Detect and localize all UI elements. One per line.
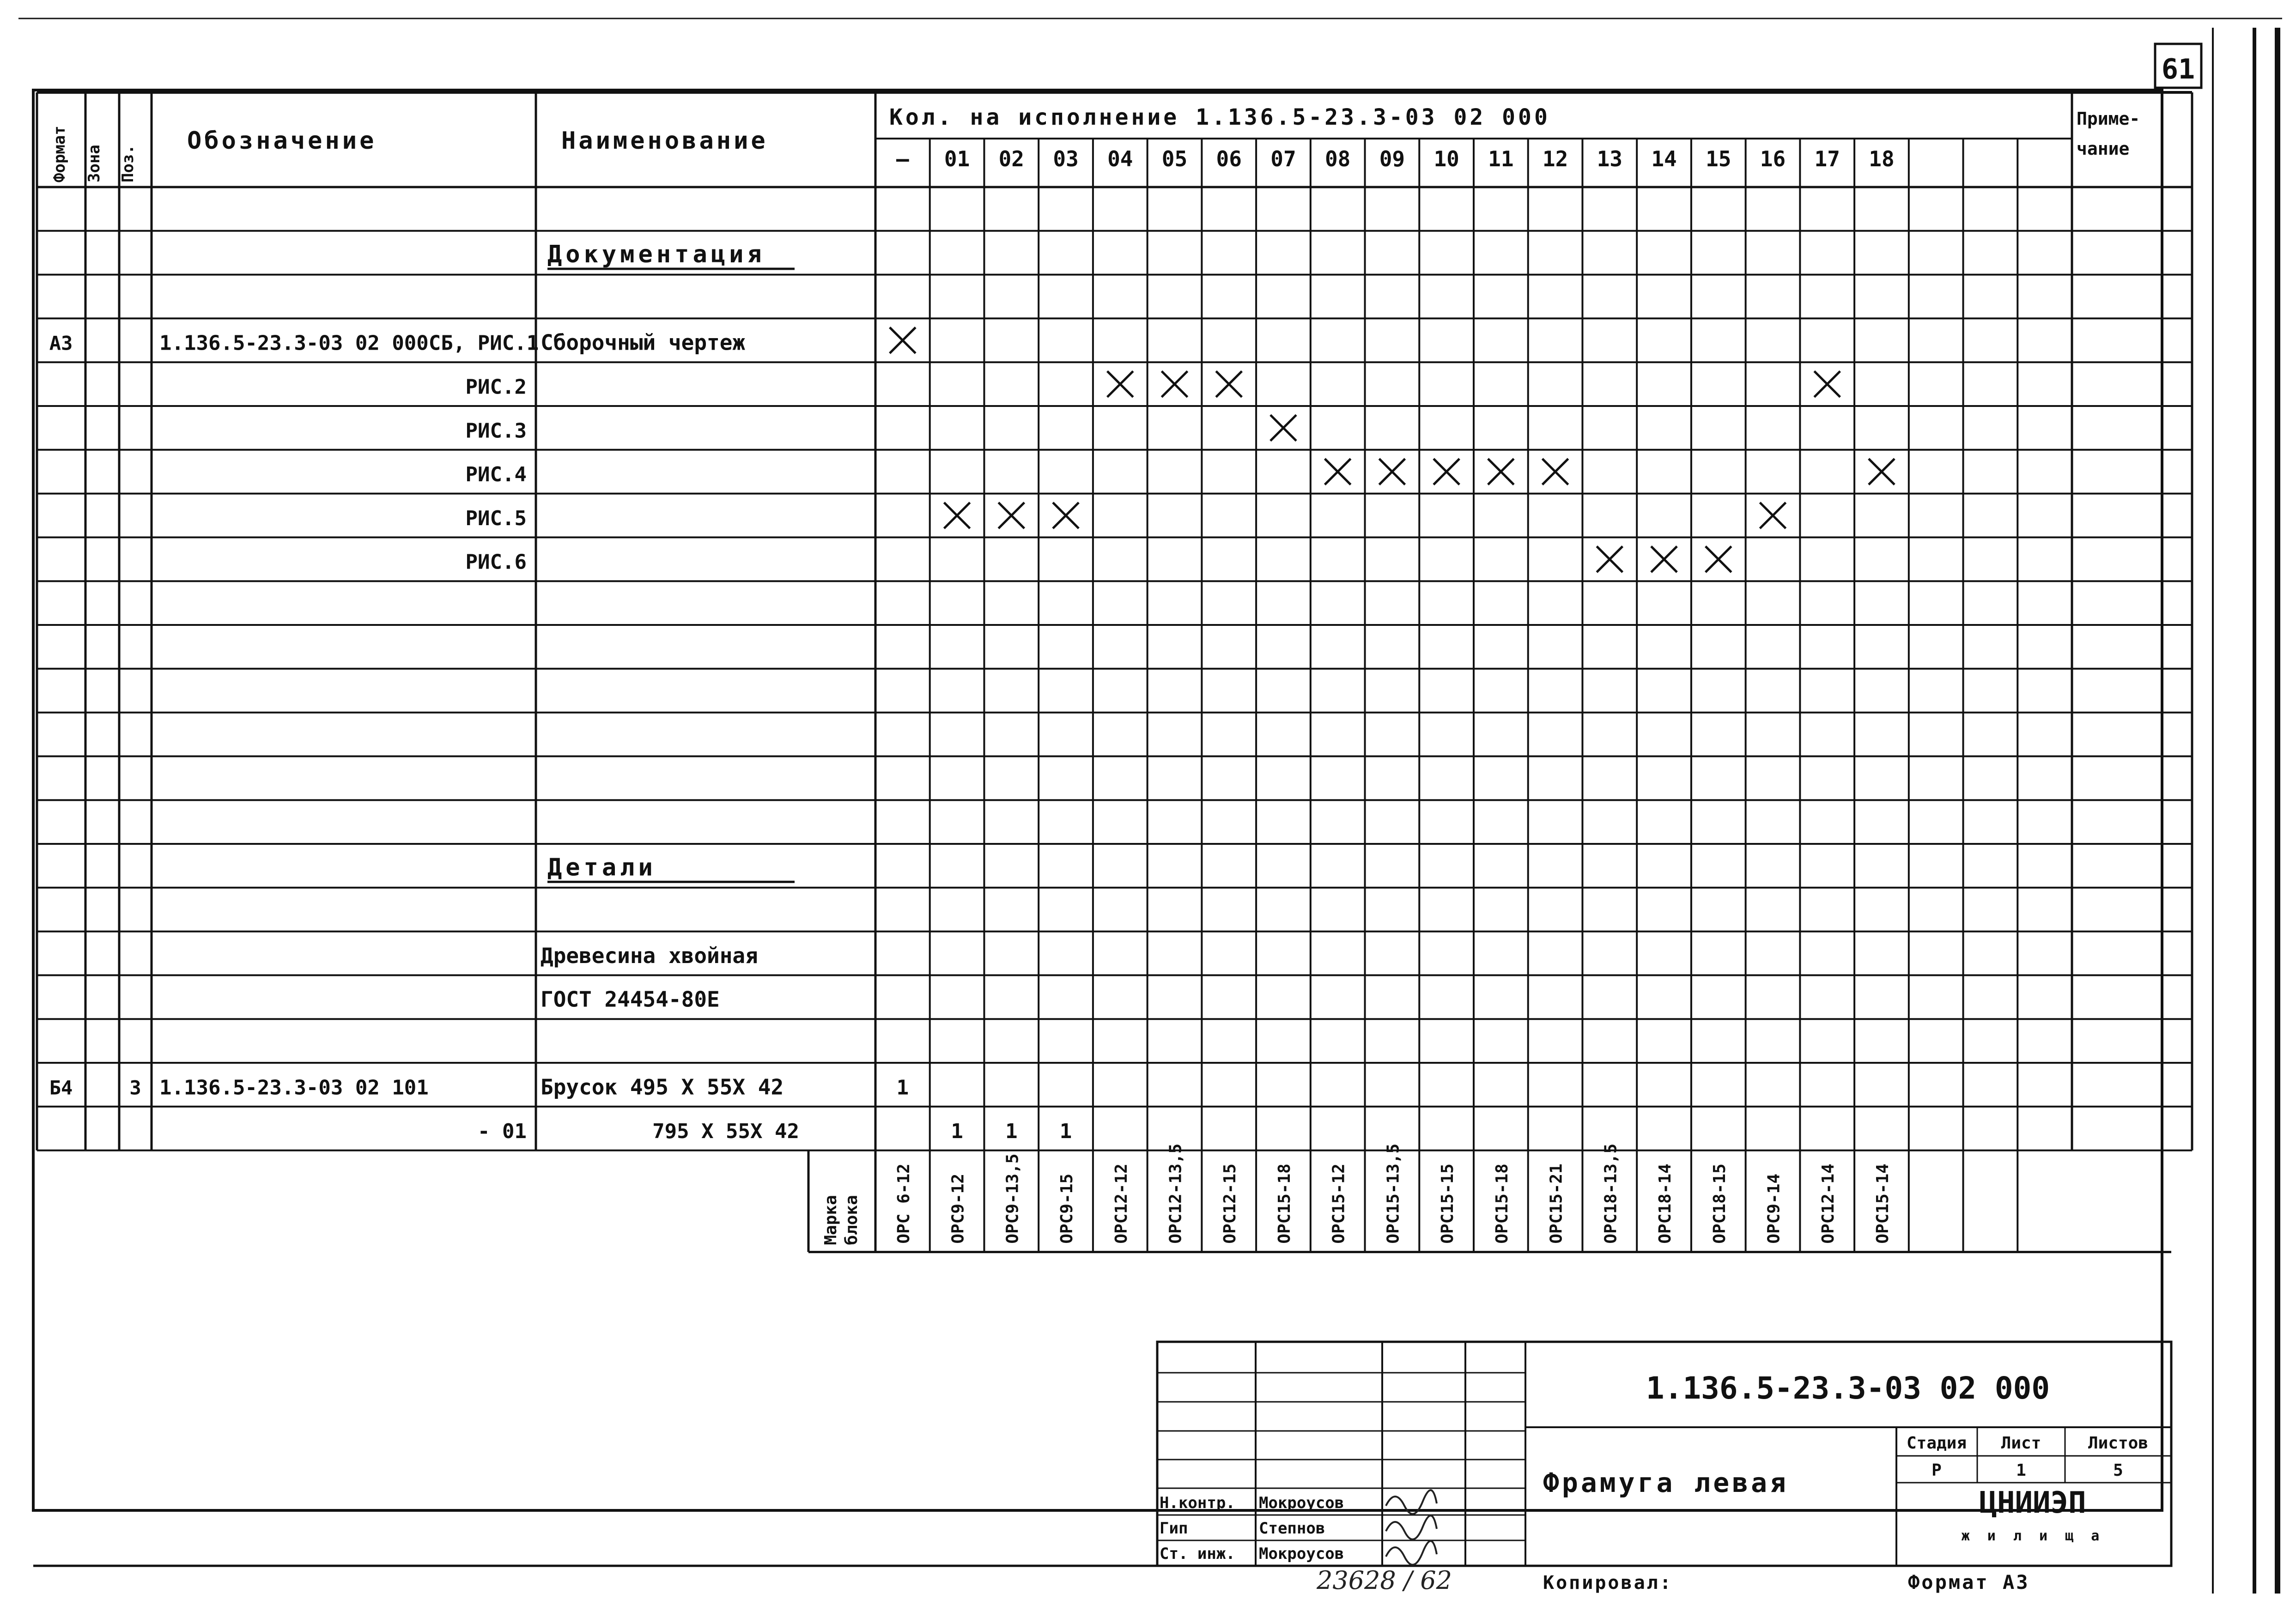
applicability-cross	[1869, 459, 1895, 485]
block-mark: ОРС15-12	[1329, 1163, 1348, 1244]
signature-scribble	[1386, 1515, 1437, 1539]
row-name: Сборочный чертеж	[541, 330, 746, 355]
row-name: 795 Х 55Х 42	[652, 1120, 799, 1144]
applicability-cross	[1162, 371, 1188, 397]
row-designation: РИС.3	[465, 419, 527, 443]
row-designation: 1.136.5-23.3-03 02 101	[159, 1076, 429, 1100]
stage-value: Р	[1932, 1461, 1942, 1480]
header-note-2: чание	[2077, 139, 2130, 159]
signature-scribble	[1386, 1541, 1437, 1565]
variant-header: 11	[1488, 146, 1514, 171]
section-heading: Документация	[547, 241, 765, 269]
applicability-cross	[1325, 459, 1351, 485]
variant-header: —	[896, 146, 909, 171]
header-name: Наименование	[561, 127, 768, 155]
sheets-value: 5	[2113, 1461, 2123, 1480]
section-heading: Детали	[547, 854, 656, 882]
signer-name: Мокроусов	[1259, 1494, 1344, 1512]
variant-header: 04	[1107, 146, 1133, 171]
applicability-cross	[1379, 459, 1405, 485]
variant-header: 16	[1760, 146, 1786, 171]
qty-value: 1	[1059, 1120, 1072, 1144]
variant-header: 18	[1869, 146, 1895, 171]
row-designation: РИС.6	[465, 550, 527, 574]
block-mark: ОРС15-15	[1438, 1163, 1458, 1244]
variant-header: 15	[1706, 146, 1731, 171]
block-mark: ОРС18-13,5	[1601, 1143, 1621, 1244]
variant-header: 07	[1270, 146, 1296, 171]
table-content	[49, 53, 2195, 1595]
stage-label: Стадия	[1906, 1434, 1967, 1453]
variant-header: 01	[944, 146, 970, 171]
qty-value: 1	[1005, 1120, 1018, 1144]
row-designation: РИС.2	[465, 375, 527, 399]
drawing-code: 1.136.5-23.3-03 02 000	[1646, 1370, 2050, 1406]
row-format: Б4	[49, 1076, 73, 1099]
signer-role: Н.контр.	[1160, 1494, 1235, 1512]
applicability-cross	[1107, 371, 1133, 397]
drawing-title: Фрамуга левая	[1543, 1467, 1789, 1498]
block-mark: ОРС18-14	[1656, 1163, 1675, 1244]
block-mark: ОРС15-18	[1492, 1163, 1512, 1244]
applicability-cross	[1270, 415, 1296, 441]
applicability-cross	[1651, 546, 1677, 572]
variant-header: 10	[1433, 146, 1459, 171]
applicability-cross	[1053, 503, 1079, 528]
sheet-format: Формат А3	[1908, 1571, 2030, 1594]
applicability-cross	[1216, 371, 1242, 397]
copied-label: Копировал:	[1543, 1572, 1673, 1594]
block-mark: ОРС12-14	[1819, 1163, 1838, 1244]
variant-header: 06	[1216, 146, 1242, 171]
variant-header: 05	[1161, 146, 1188, 171]
signer-role: Ст. инж.	[1160, 1545, 1235, 1563]
organization-sub: ж и л и щ а	[1961, 1528, 2104, 1544]
block-mark: ОРС9-15	[1057, 1173, 1077, 1244]
block-mark: ОРС9-13,5	[1003, 1153, 1022, 1244]
variant-header: 13	[1597, 146, 1623, 171]
block-mark: ОРС15-14	[1873, 1163, 1892, 1244]
header-zone: Зона	[85, 145, 103, 182]
marka-label-2: блока	[842, 1195, 861, 1245]
sheet-number: 61	[2161, 53, 2195, 85]
qty-value: 1	[951, 1120, 963, 1144]
row-designation: РИС.5	[465, 506, 527, 530]
marka-label-1: Марка	[821, 1195, 840, 1245]
signer-role: Гип	[1160, 1519, 1188, 1538]
applicability-cross	[1543, 459, 1568, 485]
row-designation: РИС.4	[465, 463, 527, 487]
row-designation: - 01	[478, 1120, 527, 1144]
variant-header: 03	[1053, 146, 1079, 171]
row-pos: 3	[129, 1076, 141, 1099]
row-name: Брусок 495 Х 55Х 42	[541, 1074, 784, 1100]
signer-name: Мокроусов	[1259, 1545, 1344, 1563]
applicability-cross	[998, 503, 1024, 528]
variant-header: 02	[998, 146, 1025, 171]
applicability-cross	[1433, 459, 1459, 485]
applicability-cross	[1488, 459, 1514, 485]
sheet-value: 1	[2016, 1461, 2026, 1480]
variant-header: 17	[1814, 146, 1840, 171]
variant-header: 08	[1324, 146, 1351, 171]
table-grid	[18, 18, 2282, 1594]
header-qty-title: Кол. на исполнение 1.136.5-23.3-03 02 000	[889, 104, 1550, 130]
applicability-cross	[1760, 503, 1786, 528]
block-mark: ОРС15-18	[1275, 1163, 1294, 1244]
applicability-cross	[944, 503, 970, 528]
sheet-label: Лист	[2001, 1434, 2041, 1453]
variant-header: 12	[1542, 146, 1568, 171]
sheets-label: Листов	[2088, 1434, 2149, 1453]
block-mark: ОРС18-15	[1710, 1163, 1729, 1244]
row-name: Древесина хвойная	[541, 943, 758, 968]
inventory-number: 23628 / 62	[1317, 1566, 1452, 1595]
block-mark: ОРС12-13,5	[1166, 1143, 1185, 1244]
block-mark: ОРС 6-12	[894, 1163, 913, 1244]
organization-name: ЦНИИЭП	[1979, 1486, 2086, 1520]
applicability-cross	[890, 327, 916, 353]
variant-header: 14	[1651, 146, 1677, 171]
applicability-cross	[1597, 546, 1622, 572]
row-designation: 1.136.5-23.3-03 02 000СБ, РИС.1	[159, 331, 539, 355]
qty-value: 1	[896, 1076, 909, 1100]
row-name: ГОСТ 24454-80Е	[541, 987, 720, 1012]
variant-header: 09	[1379, 146, 1405, 171]
header-note-1: Приме-	[2077, 109, 2140, 129]
header-designation: Обозначение	[187, 127, 377, 155]
block-mark: ОРС12-15	[1221, 1163, 1240, 1244]
block-mark: ОРС12-12	[1112, 1163, 1131, 1244]
header-pos: Поз.	[119, 145, 137, 182]
applicability-cross	[1706, 546, 1731, 572]
row-format: А3	[49, 332, 73, 355]
block-mark: ОРС9-14	[1764, 1173, 1784, 1244]
block-mark: ОРС15-21	[1547, 1163, 1566, 1244]
block-mark: ОРС9-12	[948, 1173, 968, 1244]
applicability-cross	[1814, 371, 1840, 397]
block-mark: ОРС15-13,5	[1384, 1143, 1403, 1244]
signer-name: Степнов	[1259, 1519, 1325, 1538]
header-format: Формат	[50, 126, 69, 182]
